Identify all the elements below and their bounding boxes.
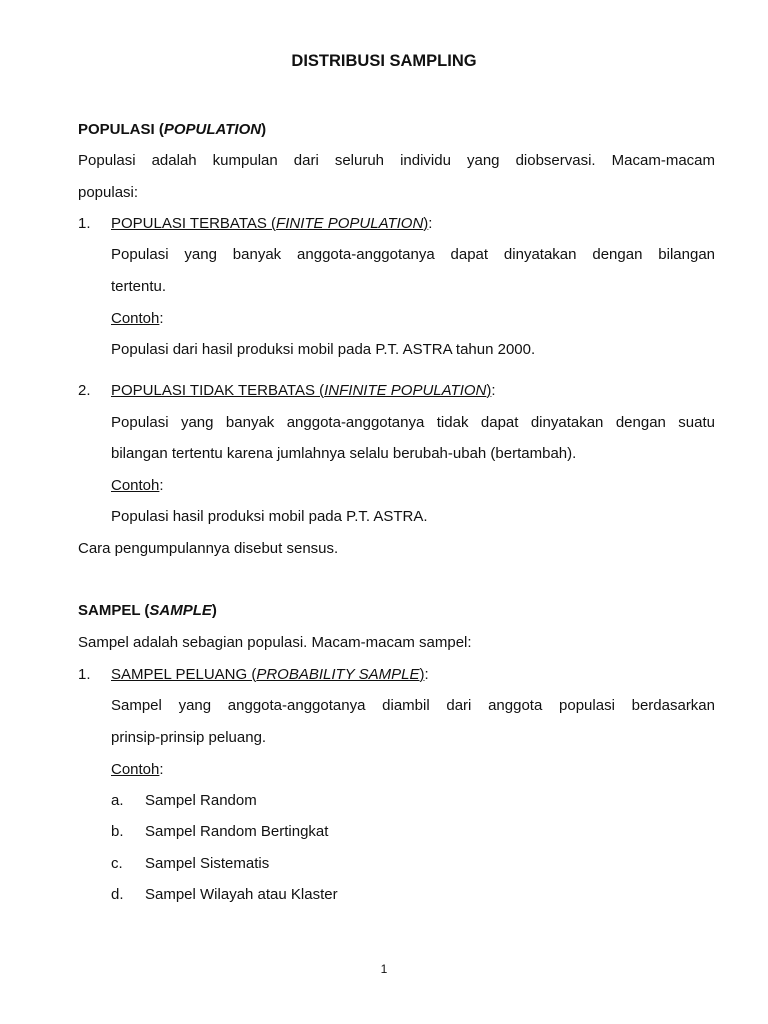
label-prefix: SAMPEL PELUANG ( (111, 666, 257, 683)
page-number: 1 (380, 962, 388, 976)
list-number: 1. (78, 666, 91, 683)
sampel-intro: Sampel adalah sebagian populasi. Macam-macam sampel: (78, 634, 472, 651)
example-marker: b. (111, 823, 124, 840)
infinite-example-label (111, 477, 164, 495)
page-title: DISTRIBUSI SAMPLING (291, 52, 477, 70)
example-colon: : (159, 761, 164, 778)
heading-italic: SAMPLE (149, 602, 212, 619)
infinite-desc-line1: Populasi yang banyak anggota-anggotanya tidak dapat dinyatakan dengan suatu (111, 414, 715, 431)
probability-desc-line1: Sampel yang anggota-anggotanya diambil dari anggota populasi berdasarkan (111, 697, 715, 714)
example-colon: : (159, 477, 164, 494)
list-item-label-probability (111, 666, 429, 684)
label-suffix: ) (486, 382, 492, 399)
infinite-example-text: Populasi hasil produksi mobil pada P.T. ASTRA. (111, 508, 428, 525)
finite-desc-line2: tertentu. (111, 278, 167, 295)
populasi-closing: Cara pengumpulannya disebut sensus. (78, 540, 339, 557)
list-item-label-infinite (111, 382, 496, 400)
label-colon: : (424, 666, 429, 683)
section-heading-populasi (78, 121, 266, 139)
example-marker: c. (111, 855, 123, 872)
label-suffix: ) (419, 666, 425, 683)
example-item: Sampel Random Bertingkat (145, 823, 329, 840)
heading-suffix: ) (211, 602, 217, 619)
label-italic: FINITE POPULATION (276, 215, 424, 232)
example-label: Contoh (111, 761, 160, 778)
finite-desc-line1: Populasi yang banyak anggota-anggotanya dapat dinyatakan dengan bilangan (111, 246, 715, 263)
example-item: Sampel Sistematis (145, 855, 270, 872)
example-item: Sampel Random (145, 792, 257, 809)
label-prefix: POPULASI TIDAK TERBATAS ( (111, 382, 325, 399)
heading-prefix: POPULASI ( (78, 121, 164, 138)
list-number: 1. (78, 215, 91, 232)
label-italic: PROBABILITY SAMPLE (256, 666, 420, 683)
list-item-label-finite (111, 215, 432, 233)
label-colon: : (428, 215, 433, 232)
example-item: Sampel Wilayah atau Klaster (145, 886, 338, 903)
section-heading-sampel (78, 602, 217, 620)
example-marker: a. (111, 792, 124, 809)
probability-example-label (111, 761, 164, 779)
finite-example-label (111, 310, 164, 328)
populasi-intro-line2: populasi: (78, 184, 139, 201)
populasi-intro-line1: Populasi adalah kumpulan dari seluruh individu yang diobservasi. Macam-macam (78, 152, 715, 169)
label-prefix: POPULASI TERBATAS ( (111, 215, 277, 232)
label-suffix: ) (423, 215, 429, 232)
example-label: Contoh (111, 477, 160, 494)
heading-prefix: SAMPEL ( (78, 602, 150, 619)
example-marker: d. (111, 886, 124, 903)
heading-italic: POPULATION (163, 121, 262, 138)
example-colon: : (159, 310, 164, 327)
heading-suffix: ) (261, 121, 267, 138)
example-label: Contoh (111, 310, 160, 327)
label-italic: INFINITE POPULATION (324, 382, 487, 399)
infinite-desc-line2: bilangan tertentu karena jumlahnya selalu berubah-ubah (bertambah). (111, 445, 577, 462)
finite-example-text: Populasi dari hasil produksi mobil pada P.T. ASTRA tahun 2000. (111, 341, 536, 358)
probability-desc-line2: prinsip-prinsip peluang. (111, 729, 267, 746)
label-colon: : (491, 382, 496, 399)
list-number: 2. (78, 382, 91, 399)
